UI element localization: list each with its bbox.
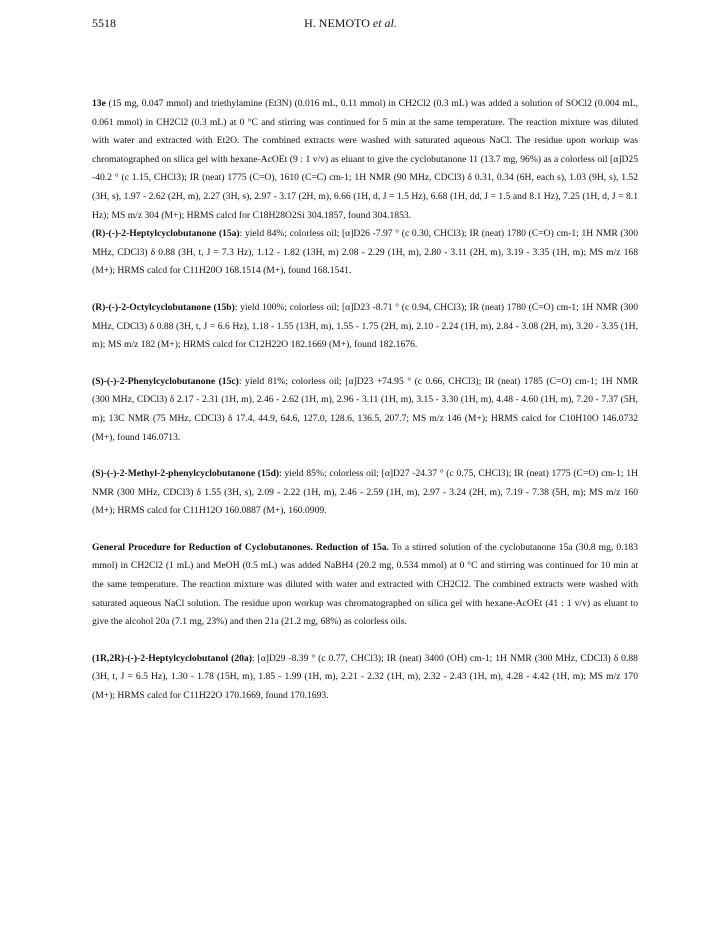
para-text: : yield 85%; colorless oil; [α]D27 -24.37 ° (c 0.75, CHCl3); IR (neat) 1775 (C=O) cm-1; 1H NMR (300 MHz, CDCl3) δ 1.55 (3H, s), 2.09 - 2.22 (1H, m), 2.46 - 2.59 (1H, m), 2.97 - 3.24 (2H, m), 7.19 - 7.38 (5H, m); MS m/z 160 (M+); HRMS calcd for C11H12O 160.0887 (M+), 160.0909. (92, 468, 639, 517)
para-text: : yield 100%; colorless oil; [α]D23 -8.71 ° (c 0.94, CHCl3); IR (neat) 1780 (C=O) cm-1; 1H NMR (300 MHz, CDCl3) δ 0.88 (3H, t, J = 6.6 Hz), 1.18 - 1.55 (13H, m), 1.55 - 1.75 (2H, m), 2.10 - 2.24 (1H, m), 2.84 - 3.08 (2H, m), 3.20 - 3.35 (1H, m); MS m/z 182 (M+); HRMS calcd for C12H22O 182.1669 (M+), found 182.1676. (92, 301, 639, 351)
para-lead: (R)-(-)-2-Heptylcyclobutanone (15a) (92, 228, 240, 240)
para-text: : yield 84%; colorless oil; [α]D26 -7.97 ° (c 0.30, CHCl3); IR (neat) 1780 (C=O) cm-1; 1H NMR (300 MHz, CDCl3) δ 0.88 (3H, t, J = 7.3 Hz), 1.12 - 1.82 (13H, m) 2.08 - 2.29 (1H, m), 2.80 - 3.11 (2H, m), 3.19 - 3.35 (1H, m); MS m/z 168 (M+); HRMS calcd for C11H20O 168.1514 (M+), found 168.1541. (92, 228, 639, 277)
paragraph-15c (92, 373, 638, 447)
author-suffix: et al. (372, 16, 397, 30)
para-text: (15 mg, 0.047 mmol) and triethylamine (Et3N) (0.016 mL, 0.11 mmol) in CH2Cl2 (0.3 mL) was added a solution of SOCl2 (0.004 mL, 0.061 mmol) in CH2Cl2 (0.3 mL) at 0 °C and stirring was continued for 5 min at the same temperature. The reaction mixture was diluted with water and extracted with Et2O. The combined extracts were washed with saturated aqueous NaCl. The residue upon workup was chromatographed on silica gel with hexane-AcOEt (9 : 1 v/v) as eluant to give the cyclobutanone 11 (13.7 mg, 96%) as a colorless oil [α]D25 -40.2 ° (c 1.15, CHCl3); IR (neat) 1775 (C=O), 1610 (C=C) cm-1; 1H NMR (90 MHz, CDCl3) δ 0.31, 0.34 (6H, each s), 1.03 (9H, s), 1.52 (3H, s), 1.97 - 2.62 (2H, m), 2.27 (3H, s), 2.97 - 3.17 (2H, m), 6.66 (1H, d, J = 1.5 Hz), 6.68 (1H, dd, J = 1.5 and 8.1 Hz), 7.25 (1H, d, J = 8.1 Hz); MS m/z 304 (M+); HRMS calcd for C18H28O2Si 304.1857, found 304.1853. (92, 98, 638, 221)
paragraph-15b (92, 299, 638, 355)
para-lead: 13e (92, 98, 106, 109)
para-lead: (S)-(-)-2-Methyl-2-phenylcyclobutanone (15d) (92, 468, 280, 480)
para-lead: (R)-(-)-2-Octylcyclobutanone (15b) (92, 301, 235, 313)
author-name: H. NEMOTO (304, 16, 370, 30)
paragraph-general-procedure (92, 539, 638, 632)
para-text: : yield 81%; colorless oil; [α]D23 +74.95 ° (c 0.66, CHCl3); IR (neat) 1785 (C=O) cm-1; 1H NMR (300 MHz, CDCl3) δ 2.17 - 2.31 (1H, m), 2.46 - 2.62 (1H, m), 2.96 - 3.11 (1H, m), 3.15 - 3.30 (1H, m), 4.48 - 4.60 (1H, m), 7.20 - 7.37 (5H, m); 13C NMR (75 MHz, CDCl3) δ 17.4, 44.9, 64.6, 127.0, 128.6, 136.5, 207.7; MS m/z 146 (M+); HRMS calcd for C10H10O 146.0732 (M+), found 146.0713. (92, 375, 639, 443)
paragraph-15d (92, 465, 638, 521)
para-lead: (1R,2R)-(-)-2-Heptylcyclobutanol (20a) (92, 652, 252, 664)
running-header (0, 16, 701, 31)
paragraph-15a (92, 225, 638, 281)
para-text: : [α]D29 -8.39 ° (c 0.77, CHCl3); IR (neat) 3400 (OH) cm-1; 1H NMR (300 MHz, CDCl3) δ 0.88 (3H, t, J = 6.5 Hz), 1.30 - 1.78 (15H, m), 1.85 - 1.99 (1H, m), 2.21 - 2.32 (1H, m), 2.32 - 2.43 (1H, m), 4.28 - 4.42 (1H, m); MS m/z 170 (M+); HRMS calcd for C11H22O 170.1669, found 170.1693. (92, 652, 638, 702)
body-text (92, 95, 638, 706)
page-number: 5518 (92, 16, 116, 30)
para-lead: (S)-(-)-2-Phenylcyclobutanone (15c) (92, 375, 239, 387)
para-text: To a stirred solution of the cyclobutanone 15a (30.8 mg, 0.183 mmol) in CH2Cl2 (1 mL) and MeOH (0.5 mL) was added NaBH4 (20.2 mg, 0.534 mmol) at 0 °C and stirring was continued for 10 min at the same temperature. The reaction mixture was diluted with water and extracted with CH2Cl2. The combined extracts were washed with saturated aqueous NaCl solution. The residue upon workup was chromatographed on silica gel with hexane-AcOEt (41 : 1 v/v) as eluant to give the alcohol 20a (7.1 mg, 23%) and then 21a (21.2 mg, 68%) as colorless oils. (92, 541, 638, 628)
paragraph-20a (92, 650, 638, 706)
paragraph-13e (92, 95, 638, 225)
para-lead: General Procedure for Reduction of Cyclobutanones. Reduction of 15a. (92, 541, 389, 553)
